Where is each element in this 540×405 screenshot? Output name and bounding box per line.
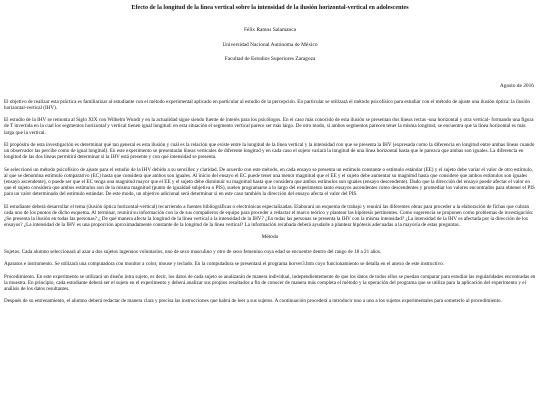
paragraph-student-task: El estudiante deberá desarrollar el tema (ilusión óptica horizontal-vertical) recurriendo a fuentes bibliográficas o electrónicas especializadas. Elaborará un esquema de trabajo y reunirá las diferentes obras para proceder a la elaboración de fichas que cubran cada uno de los puntos de dicho esquema. Al terminar, reunirá su información con la de sus compañeros de equipo para proceder a redactar el marco teórico y plantear las hipótesis pertinentes. Como sugerencia se proponen como problemas de investigación: ¿Se presenta la ilusión en todas las personas? ¿ De qué manera afecta la longitud de la línea vertical a la intensidad de la IHV? ¿En todas las personas se presenta la IHV con la misma intensidad? ¿La intensidad de la IHV es afectada por la dirección de los ensayos? ¿La intensidad de la IHV es una proporción aproximadamente constante de la longitud de la línea vertical? La información recabada deberá ayudarle a plantear hipótesis adecuadas a la mayoría de estas preguntas. — [4, 203, 534, 228]
paragraph-subjects: Sujetos. Cada alumno seleccionará al azar a dos sujetos ingenuos voluntarios, uno de sexo masculino y otro de sexo femenino cuya edad se encuentre dentro del rango de 18 a 21 años. — [4, 248, 382, 255]
paper-title: Efecto de la longitud de la línea vertical sobre la intensidad de la ilusión horizontal-vertical en adolescentes — [131, 5, 409, 11]
author-name: Félix Ramos Salamanca — [243, 27, 297, 33]
document-date: Agosto de 2016 — [499, 82, 534, 89]
faculty: Facultad de Estudios Superiores Zaragoza — [224, 56, 316, 63]
paragraph-apparatus: Aparatos e instrumento. Se utilizará una computadora con monitor a color, mouse y teclado. En la computadora se presentará el programa horver3.htm cuyo funcionamiento se detalla en el anexo de este instructivo. — [4, 261, 445, 268]
paragraph-purpose: El propósito de esta investigación es determinar qué tan general es esta ilusión y cuál es la relación que existe entre la longitud de la línea vertical y la intensidad con que se presenta la IHV (expresada como la diferencia en longitud entre ambas líneas cuando un observador las percibe como de igual longitud). En este experimento se presentarán líneas verticales de diferente longitud y en cada caso el sujeto variará la longitud de una línea horizontal hasta que le parezca que ambas son iguales. La diferencia en longitud de las dos líneas permitirá determinar si la IHV está presente y con qué intensidad se presenta. — [4, 142, 535, 161]
paragraph-adjustment-method: Se seleccionó un método psicofísico de ajuste para el estudio de la IHV debido a su sencillez y claridad. De acuerdo con este método, en cada ensayo se presenta un estímulo constante o estímulo estándar (EE) y el sujeto debe variar el valor de otro estímulo, al que se denomina estímulo comparativo (EC) hasta que considera que ambos son iguales. Al inicio del ensayo el EC puede tener una menor magnitud que el EE y el sujeto debe aumentar su magnitud hasta que considere que ambos estímulos son iguales (ensayo ascendente), o puede ser que el EC tenga una magnitud mayor que el EE y el sujeto debe disminuir su magnitud hasta que considera que ambos estímulos son iguales (ensayo descendente). Dado que la dirección del ensayo puede afectar el valor en que el sujeto considera que ambos estímulos son de la misma magnitud (punto de igualdad subjetiva o PIS), suelen programarse a lo largo del experimento tanto ensayos ascendentes como descendentes y promediar los valores encontrados para obtener el PIS para un valor determinado del estímulo estándar. De este modo, un objetivo adicional será determinar si en este caso también la dirección del ensayo afecta el valor del PIS. — [4, 166, 535, 198]
paragraph-procedure: Procedimiento. En este experimento se utilizará un diseño intra sujeto, es decir, los datos de cada sujeto se analizarán de manera individual, independientemente de que los datos de todos ellos se puedan comparar para estudiar las regularidades encontradas en la muestra. En principio, cada estudiante deberá ser el sujeto en el experimento y deberá analizar sus propios resultados a fin de conocer de manera más completa el método y la operación del programa que se utiliza para la aplicación del experimento y el análisis de los datos resultantes. — [4, 273, 536, 292]
paragraph-history: El estudio de la IHV se remonta al Siglo XIX con Wilhelm Wundt y en la actualidad sigue siendo fuente de interés para los psicólogos. En el caso más conocido de esta ilusión se presentan dos líneas rectas -una horizontal y otra vertical- formando una figura de T invertida en la cual los segmentos horizontal y vertical tienen igual longitud: en esta situación el segmento vertical parece ser más largo. De otro modo, si ambos segmentos parecen tener la misma longitud, se encuentra que la línea horizontal es más larga que la vertical. — [4, 117, 534, 136]
section-heading-method: Método — [261, 234, 279, 241]
institution: Universidad Nacional Autónoma de México — [222, 42, 318, 49]
paragraph-training: Después de su entrenamiento, el alumno deberá redactar de manera clara y precisa las instrucciones que habrá de leer a sus sujetos. A continuación procederá a introducir uno a uno a los sujetos experimentales para someterlo al procedimiento. — [4, 298, 502, 305]
paragraph-objective: El objetivo de realizar esta práctica es familiarizar al estudiante con el método experimental aplicado en particular al estudio de la percepción. En particular se utilizará el método psicofísico para estudiar con el método de ajuste una ilusión óptica: la ilusión horizontal-vertical (IHV). — [4, 98, 530, 111]
